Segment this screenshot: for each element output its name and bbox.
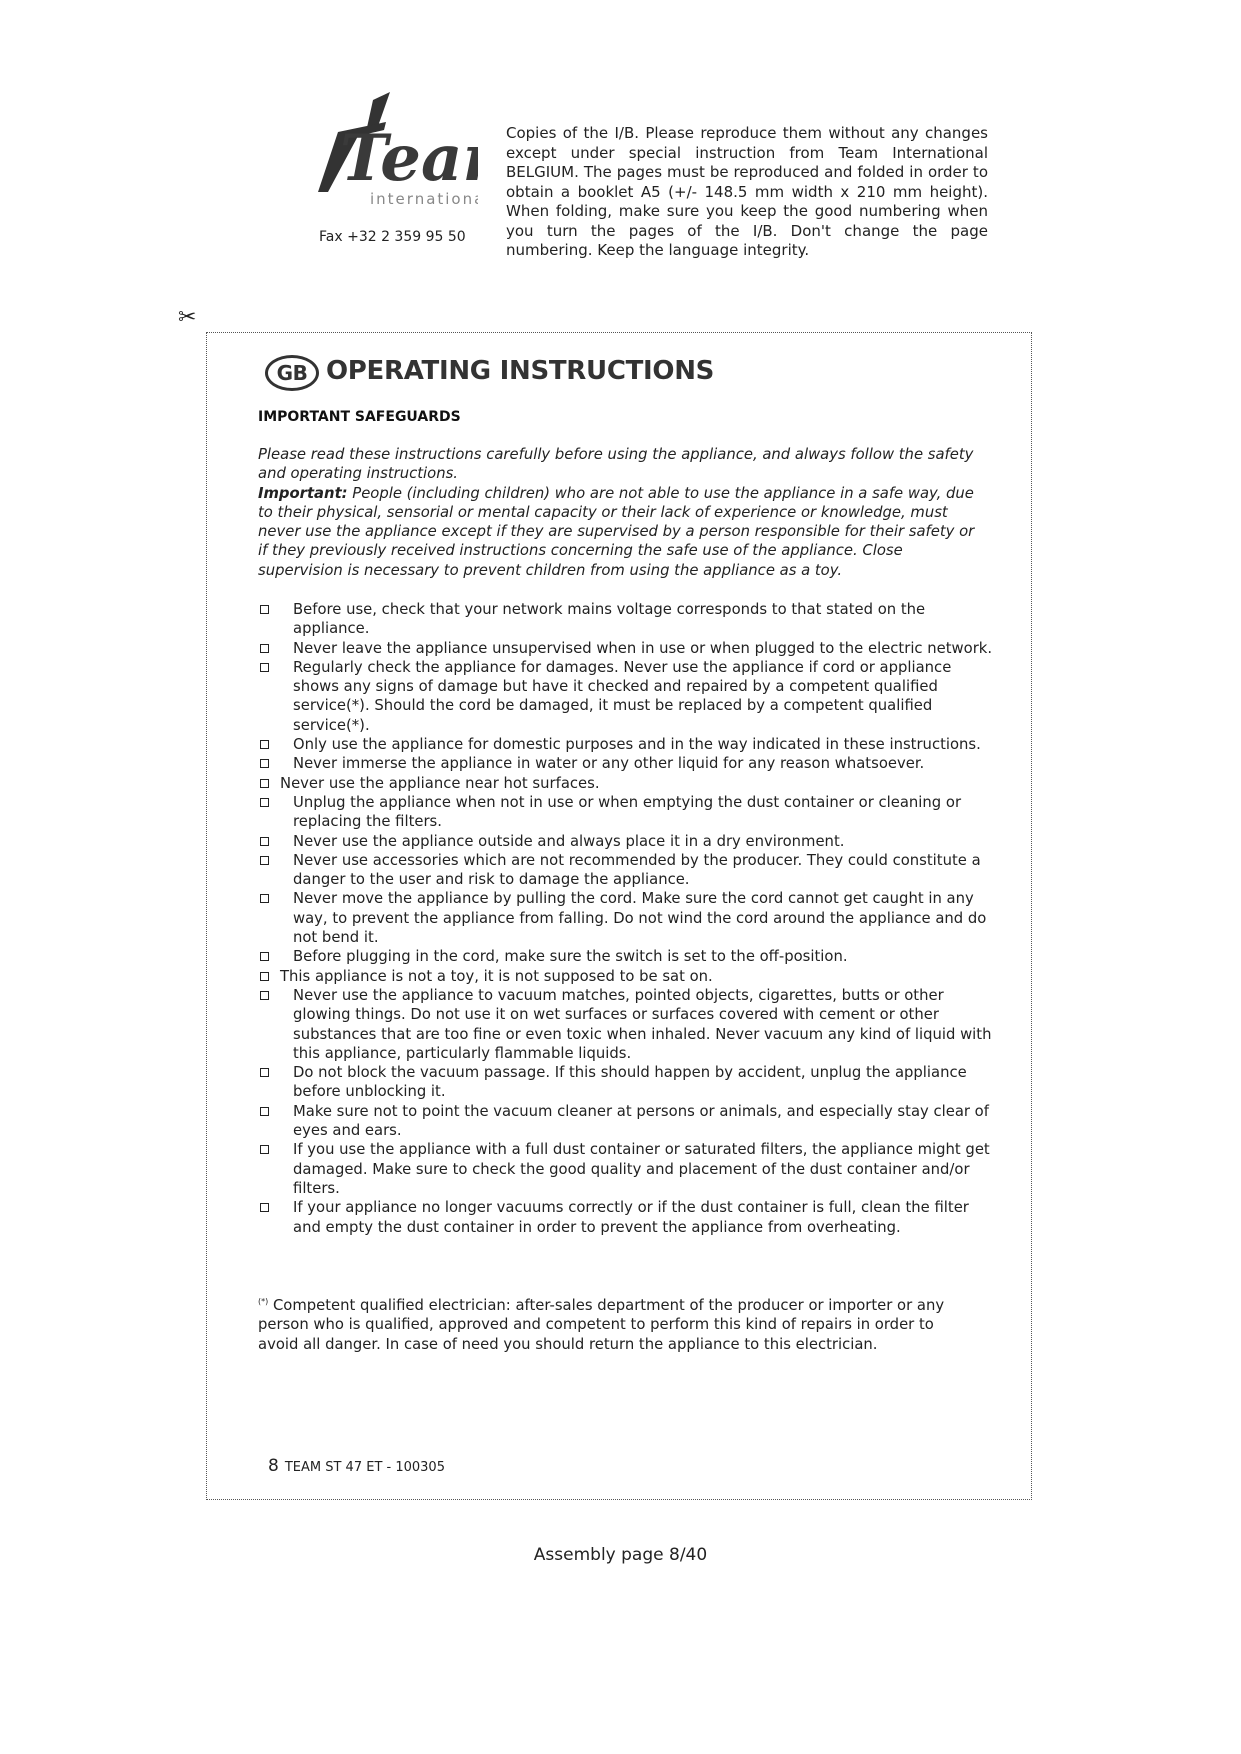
checkbox-icon (260, 837, 269, 846)
page-title: OPERATING INSTRUCTIONS (326, 356, 715, 386)
checkbox-icon (260, 952, 269, 961)
checkbox-icon (260, 740, 269, 749)
list-item: Before use, check that your network mains voltage corresponds to that stated on the appliance. (258, 600, 998, 639)
language-badge: GB (265, 355, 319, 391)
checkbox-icon (260, 1107, 269, 1116)
list-item: Unplug the appliance when not in use or when emptying the dust container or cleaning or replacing the filters. (258, 793, 998, 832)
list-item: Do not block the vacuum passage. If this should happen by accident, unplug the appliance before unblocking it. (258, 1063, 998, 1102)
doc-code: TEAM ST 47 ET - 100305 (284, 1460, 445, 1475)
list-item: This appliance is not a toy, it is not supposed to be sat on. (258, 967, 998, 986)
scissors-icon: ✂ (178, 305, 197, 330)
checkbox-icon (260, 1203, 269, 1212)
team-international-logo (318, 92, 478, 217)
checkbox-icon (260, 856, 269, 865)
page-footer (268, 1456, 445, 1476)
list-item: Never use the appliance outside and always place it in a dry environment. (258, 832, 998, 851)
list-item: Never move the appliance by pulling the cord. Make sure the cord cannot get caught in any way, to prevent the appliance from falling. Do not wind the cord around the appliance and do not bend it. (258, 889, 998, 947)
checkbox-icon (260, 972, 269, 981)
checkbox-icon (260, 1145, 269, 1154)
important-paragraph (258, 484, 976, 580)
page-number: 8 (268, 1456, 279, 1476)
checkbox-icon (260, 605, 269, 614)
list-item: Never leave the appliance unsupervised when in use or when plugged to the electric network. (258, 639, 998, 658)
checkbox-icon (260, 779, 269, 788)
checkbox-icon (260, 798, 269, 807)
list-item: Never use accessories which are not recommended by the producer. They could constitute a danger to the user and risk to damage the appliance. (258, 851, 998, 890)
list-item: Regularly check the appliance for damages. Never use the appliance if cord or appliance shows any signs of damage but have it checked and repaired by a competent qualified service(*). Should the cord be damaged, it must be replaced by a competent qualified service(*). (258, 658, 998, 735)
footnote-mark: (*) (258, 1297, 269, 1306)
checkbox-icon (260, 894, 269, 903)
list-item: Never use the appliance to vacuum matches, pointed objects, cigarettes, butts or other glowing things. Do not use it on wet surfaces or surfaces covered with cement or other substances that are too fine or even toxic when inhaled. Never vacuum any kind of liquid with this appliance, particularly flammable liquids. (258, 986, 998, 1063)
team-logo-graphic (318, 92, 478, 217)
checkbox-icon (260, 991, 269, 1000)
list-item: Before plugging in the cord, make sure the switch is set to the off-position. (258, 947, 998, 966)
checkbox-icon (260, 644, 269, 653)
list-item: Make sure not to point the vacuum cleaner at persons or animals, and especially stay clear of eyes and ears. (258, 1102, 998, 1141)
list-item: Never immerse the appliance in water or any other liquid for any reason whatsoever. (258, 754, 998, 773)
checkbox-icon (260, 1068, 269, 1077)
logo-wordmark: Tea (340, 121, 463, 196)
important-label: Important: (258, 484, 348, 502)
intro-paragraph: Please read these instructions carefully before using the appliance, and always follow the safety and operating instructions. (258, 446, 974, 483)
list-item: If you use the appliance with a full dust container or saturated filters, the appliance might get damaged. Make sure to check the good quality and placement of the dust container and/or filters. (258, 1140, 998, 1198)
intro-block (258, 445, 976, 580)
assembly-page-label: Assembly page 8/40 (533, 1545, 708, 1565)
list-item: Only use the appliance for domestic purposes and in the way indicated in these instructions. (258, 735, 998, 754)
footnote (258, 1292, 976, 1354)
checkbox-icon (260, 759, 269, 768)
checkbox-icon (260, 663, 269, 672)
logo-subtext: internation (370, 190, 475, 208)
list-item: If your appliance no longer vacuums correctly or if the dust container is full, clean the filter and empty the dust container in order to prevent the appliance from overheating. (258, 1198, 998, 1237)
section-title: IMPORTANT SAFEGUARDS (258, 409, 461, 425)
fax-number: Fax +32 2 359 95 50 (319, 229, 466, 245)
reproduction-note: Copies of the I/B. Please reproduce them without any changes except under special instruction from Team International BELGIUM. The pages must be reproduced and folded in order to obtain a booklet A5 (+/- 148.5 mm width x 210 mm height). When folding, make sure you keep the good numbering when you turn the pages of the I/B. Don't change the page numbering. Keep the language integrity. (506, 124, 988, 259)
important-text: People (including children) who are not able to use the appliance in a safe way, due to their physical, sensorial or mental capacity or their lack of experience or knowledge, must never use the appliance except if they are supervised by a person responsible for their safety or if they previously received instructions concerning the safe use of the appliance. Close supervision is necessary to prevent children from using the appliance as a toy. (258, 484, 975, 579)
footnote-text: Competent qualified electrician: after-sales department of the producer or importer or any person who is qualified, approved and competent to perform this kind of repairs in order to avoid all danger. In case of need you should return the appliance to this electrician. (258, 1296, 945, 1353)
safeguards-list (258, 600, 998, 1237)
list-item: Never use the appliance near hot surfaces. (258, 774, 998, 793)
